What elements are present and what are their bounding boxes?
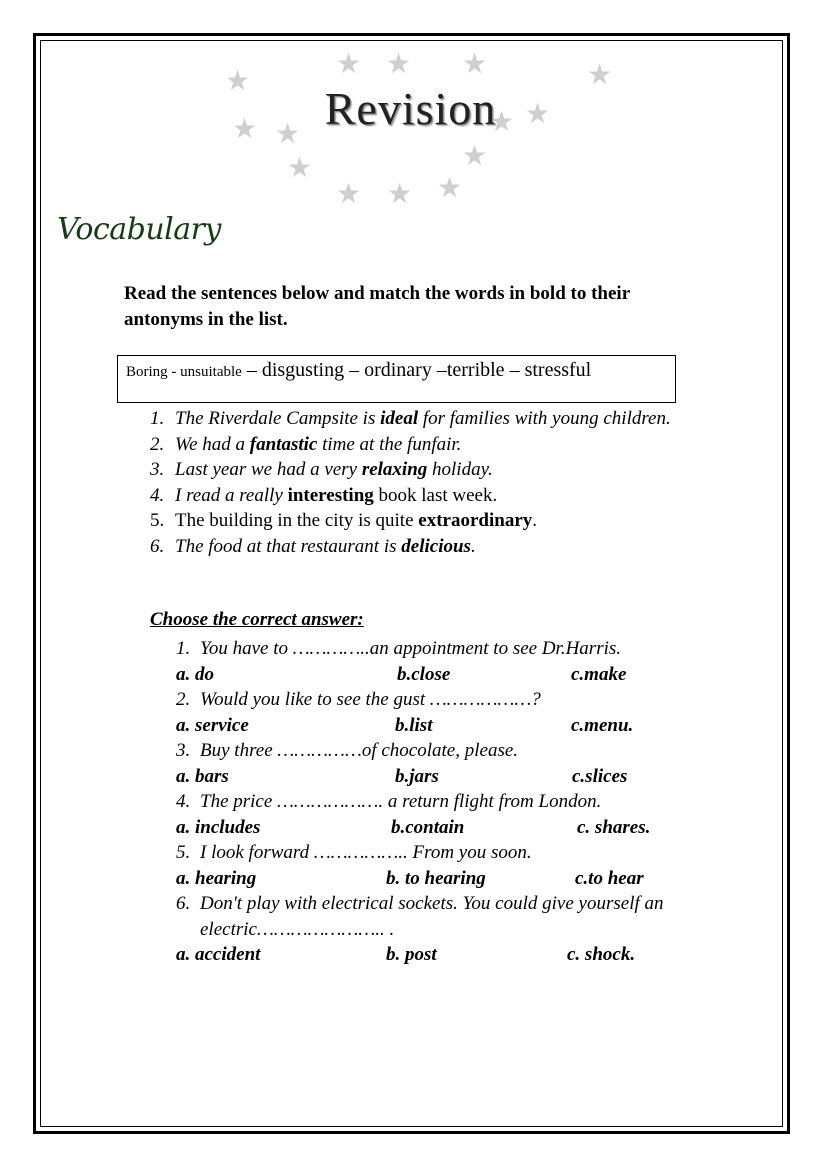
sentence-item	[150, 508, 710, 534]
question-number: 4.	[176, 791, 191, 812]
question-number: 1.	[176, 638, 191, 659]
sentence-text: .	[532, 510, 538, 531]
star-icon: ★	[225, 64, 251, 97]
sentence-number: 5.	[150, 510, 165, 531]
sentence-item	[150, 457, 710, 483]
star-icon: ★	[462, 139, 488, 172]
sentence-number: 3.	[150, 459, 165, 480]
option-b: b. to hearing	[386, 867, 486, 889]
option-c: c.slices	[572, 765, 628, 787]
question-text	[176, 636, 706, 662]
sentence-bold-word: ideal	[380, 408, 419, 429]
question-number: 2.	[176, 689, 191, 710]
section-heading-vocabulary: Vocabulary	[57, 212, 221, 247]
star-icon: ★	[462, 47, 488, 80]
answer-options	[176, 815, 706, 841]
question-text	[176, 687, 706, 713]
sentence-item	[150, 406, 710, 432]
question-number: 6.	[176, 893, 191, 914]
question-number: 3.	[176, 740, 191, 761]
option-b: b.list	[395, 714, 433, 736]
answer-options	[176, 662, 706, 688]
star-icon: ★	[489, 105, 515, 138]
option-a: a. service	[176, 714, 249, 736]
sentence-item	[150, 534, 710, 560]
sentence-number: 1.	[150, 408, 165, 429]
sentence-number: 4.	[150, 484, 165, 506]
question-body: Don't play with electrical sockets. You could give yourself an electric………………….. .	[200, 893, 664, 940]
option-c: c.to hear	[575, 867, 644, 889]
option-c: c. shock.	[567, 944, 636, 965]
option-a: a. accident	[176, 944, 261, 965]
option-b: b. post	[386, 944, 437, 965]
question-body: Would you like to see the gust ………………?	[200, 689, 541, 710]
sentence-text: time at the funfair.	[317, 433, 462, 455]
sentence-text: book last week.	[373, 484, 498, 506]
star-icon: ★	[287, 151, 313, 184]
star-icon: ★	[386, 47, 412, 80]
star-icon: ★	[587, 58, 613, 91]
answer-options	[176, 866, 706, 892]
question-body: I look forward …………….. From you soon.	[200, 842, 532, 863]
sentence-text: We had a	[175, 433, 250, 455]
option-a: a. includes	[176, 816, 261, 838]
option-c: c.make	[571, 663, 627, 685]
question-number: 5.	[176, 842, 191, 863]
sentence-list	[150, 406, 710, 559]
option-a: a. hearing	[176, 867, 257, 889]
sentence-item	[150, 432, 710, 458]
word-box-text-part2: – disgusting – ordinary –terrible – stressful	[241, 359, 592, 381]
sentence-text: The building in the city is quite	[175, 510, 419, 531]
sentence-item	[150, 483, 710, 509]
sentence-number: 6.	[150, 535, 165, 557]
sentence-text: holiday.	[427, 459, 493, 480]
word-box-text-part1: Boring - unsuitable	[126, 364, 242, 380]
question-text	[176, 738, 706, 764]
sentence-bold-word: extraordinary	[418, 510, 533, 531]
option-c: c.menu.	[571, 714, 634, 736]
question-text	[176, 891, 706, 942]
option-c: c. shares.	[577, 816, 651, 838]
page-title: Revision	[324, 83, 497, 134]
answer-options	[176, 713, 706, 739]
option-b: b.contain	[391, 816, 465, 838]
star-icon: ★	[387, 177, 413, 210]
answer-options	[176, 942, 706, 968]
sentence-text: I read a really	[175, 484, 288, 506]
question-body: The price ………………. a return flight from London.	[200, 791, 602, 812]
star-icon: ★	[336, 177, 362, 210]
sentence-number: 2.	[150, 433, 165, 455]
sentence-bold-word: fantastic	[249, 433, 318, 455]
star-icon: ★	[275, 117, 301, 150]
option-b: b.jars	[395, 765, 439, 787]
sentence-text: Last year we had a very	[175, 459, 362, 480]
sentence-bold-word: relaxing	[361, 459, 428, 480]
question-text	[176, 789, 706, 815]
star-icon: ★	[232, 112, 258, 145]
option-a: a. bars	[176, 765, 229, 787]
antonym-word-box	[117, 355, 676, 403]
answer-options	[176, 764, 706, 790]
question-text	[176, 840, 706, 866]
option-b: b.close	[397, 663, 451, 685]
sentence-text: The food at that restaurant is	[175, 535, 402, 557]
instructions: Read the sentences below and match the words in bold to their antonyms in the list.	[124, 283, 630, 330]
question-body: Buy three ……………of chocolate, please.	[200, 740, 519, 761]
sentence-text: The Riverdale Campsite is	[175, 408, 381, 429]
star-icon: ★	[336, 47, 362, 80]
quiz-heading: Choose the correct answer:	[150, 609, 364, 630]
sentence-text: .	[470, 535, 476, 557]
star-icon: ★	[437, 171, 463, 204]
question-body: You have to …………..an appointment to see Dr.Harris.	[200, 638, 622, 659]
quiz-questions	[176, 636, 706, 968]
sentence-bold-word: delicious	[401, 535, 471, 557]
star-icon: ★	[525, 97, 551, 130]
sentence-bold-word: interesting	[287, 484, 374, 506]
option-a: a. do	[176, 663, 214, 685]
sentence-text: for families with young children.	[418, 408, 671, 429]
